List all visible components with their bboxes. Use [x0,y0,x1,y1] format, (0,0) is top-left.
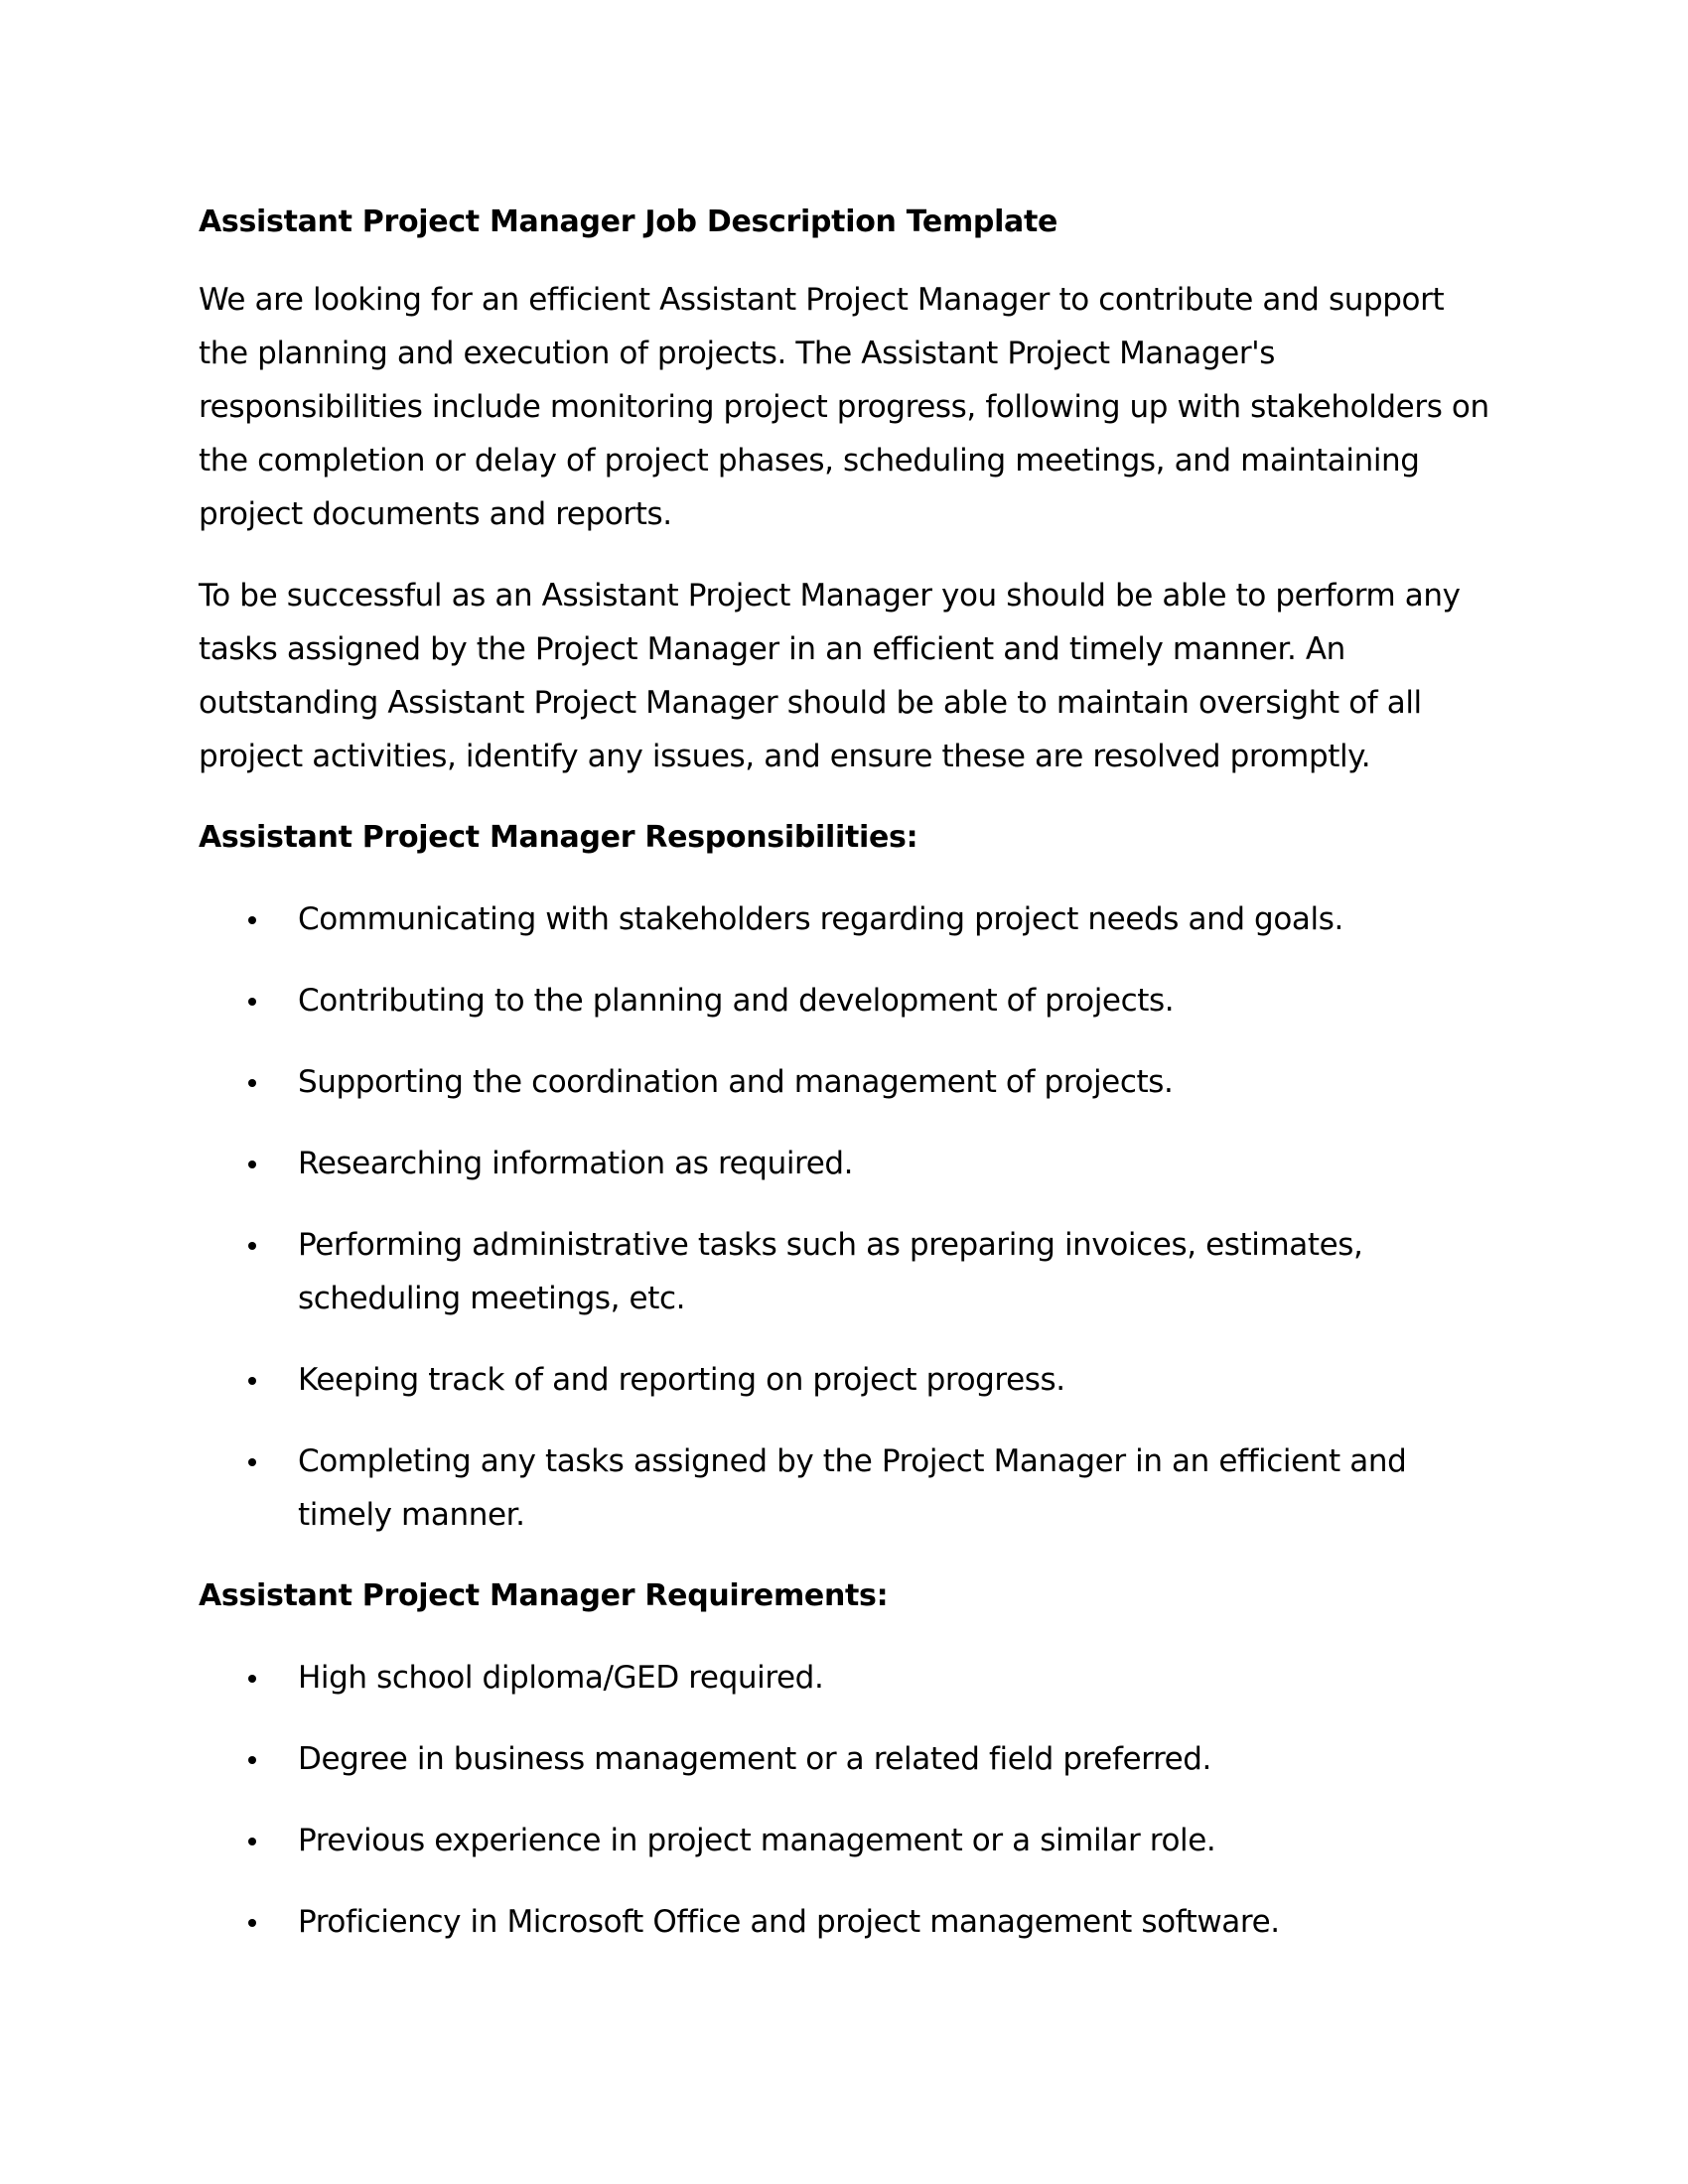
responsibilities-list [199,892,1489,1542]
responsibility-item [199,1434,1489,1542]
bullet-icon [248,1160,256,1168]
requirement-text: Degree in business management or a related field preferred. [298,1741,1212,1777]
requirement-text: Proficiency in Microsoft Office and project management software. [298,1904,1280,1940]
responsibility-text: Performing administrative tasks such as preparing invoices, estimates, scheduling meetings, etc. [298,1227,1363,1316]
requirement-text: Previous experience in project management or a similar role. [298,1823,1216,1858]
responsibility-text: Completing any tasks assigned by the Project Manager in an efficient and timely manner. [298,1443,1407,1533]
responsibility-text: Communicating with stakeholders regarding project needs and goals. [298,901,1343,937]
bullet-icon [248,1458,256,1466]
requirement-item [199,1732,1489,1786]
intro-paragraph: We are looking for an efficient Assistant Project Manager to contribute and support the planning and execution of projects. The Assistant Project Manager's responsibilities include monitoring project progress, following up with stakeholders on the completion or delay of project phases, scheduling meetings, and maintaining project documents and reports. [199,282,1489,532]
requirement-text: High school diploma/GED required. [298,1660,824,1696]
bullet-icon [248,916,256,924]
responsibility-item [199,1055,1489,1109]
bullet-icon [248,1919,256,1927]
responsibility-item [199,1353,1489,1407]
bullet-icon [248,1079,256,1087]
requirement-item [199,1895,1489,1949]
bullet-icon [248,1675,256,1683]
requirement-item [199,1814,1489,1867]
bullet-icon [248,1377,256,1385]
responsibility-text: Contributing to the planning and development of projects. [298,983,1175,1019]
requirements-list [199,1651,1489,1949]
responsibility-item [199,892,1489,946]
responsibility-text: Keeping track of and reporting on project progress. [298,1362,1065,1398]
intro-paragraph: To be successful as an Assistant Project Manager you should be able to perform any tasks assigned by the Project Manager in an efficient and timely manner. An outstanding Assistant Project Manager should be able to maintain oversight of all project activities, identify any issues, and ensure these are resolved promptly. [199,578,1461,774]
bullet-icon [248,998,256,1006]
document-title: Assistant Project Manager Job Description Template [199,205,1058,239]
bullet-icon [248,1838,256,1845]
requirement-item [199,1651,1489,1705]
document-content [199,196,1489,1977]
responsibility-text: Researching information as required. [298,1146,854,1181]
responsibility-item [199,974,1489,1027]
responsibility-item [199,1218,1489,1325]
responsibilities-heading: Assistant Project Manager Responsibilities: [199,820,918,855]
responsibility-text: Supporting the coordination and management of projects. [298,1064,1174,1100]
responsibility-item [199,1137,1489,1190]
bullet-icon [248,1242,256,1250]
bullet-icon [248,1756,256,1764]
requirements-heading: Assistant Project Manager Requirements: [199,1578,889,1613]
